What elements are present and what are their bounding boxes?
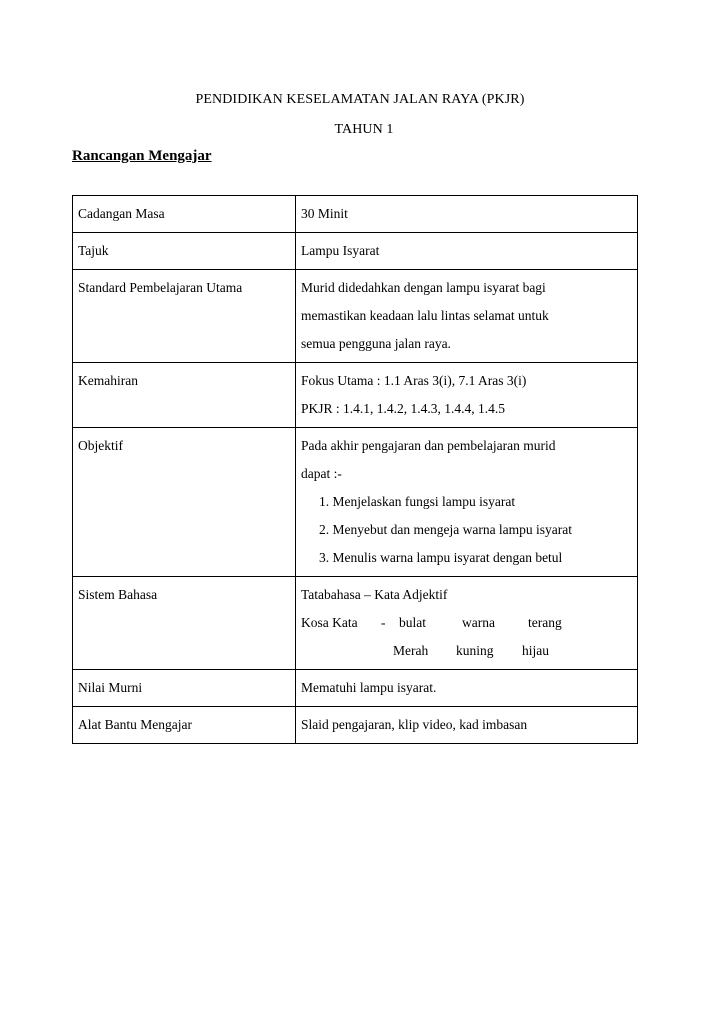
vocabulary-line	[301, 637, 632, 665]
table-row	[73, 363, 638, 428]
table-row	[73, 270, 638, 363]
value-line: memastikan keadaan lalu lintas selamat untuk	[301, 308, 549, 323]
table-row	[73, 670, 638, 707]
value-line: Pada akhir pengajaran dan pembelajaran murid	[301, 438, 556, 453]
row-value	[296, 363, 638, 428]
vocabulary-dash: -	[381, 615, 386, 630]
row-label: Kemahiran	[73, 363, 296, 428]
row-value: Mematuhi lampu isyarat.	[296, 670, 638, 707]
row-label: Cadangan Masa	[73, 196, 296, 233]
section-heading: Rancangan Mengajar	[72, 148, 212, 164]
table-row	[73, 577, 638, 670]
row-label: Alat Bantu Mengajar	[73, 707, 296, 744]
row-value	[296, 270, 638, 363]
objective-item: 3. Menulis warna lampu isyarat dengan betul	[319, 550, 563, 565]
value-line: dapat :-	[301, 466, 342, 481]
value-line: Fokus Utama : 1.1 Aras 3(i), 7.1 Aras 3(i)	[301, 373, 527, 388]
vocabulary-word: hijau	[522, 643, 549, 658]
row-value	[296, 428, 638, 577]
vocabulary-word: kuning	[456, 643, 494, 658]
value-line: Tatabahasa – Kata Adjektif	[301, 587, 448, 602]
row-label: Standard Pembelajaran Utama	[73, 270, 296, 363]
vocabulary-word: Merah	[393, 643, 429, 658]
vocabulary-label: Kosa Kata	[301, 615, 358, 630]
vocabulary-line	[301, 609, 632, 637]
row-label: Objektif	[73, 428, 296, 577]
objective-item: 1. Menjelaskan fungsi lampu isyarat	[319, 494, 516, 509]
document-subtitle: TAHUN 1	[334, 122, 394, 137]
table-row	[73, 707, 638, 744]
row-label: Tajuk	[73, 233, 296, 270]
vocabulary-word: bulat	[399, 615, 426, 630]
vocabulary-word: terang	[528, 615, 562, 630]
row-label: Nilai Murni	[73, 670, 296, 707]
objective-item: 2. Menyebut dan mengeja warna lampu isyarat	[319, 522, 573, 537]
row-value: Lampu Isyarat	[296, 233, 638, 270]
table-row	[73, 428, 638, 577]
document-title: PENDIDIKAN KESELAMATAN JALAN RAYA (PKJR)	[195, 92, 525, 107]
table-row	[73, 196, 638, 233]
lesson-plan-table	[72, 195, 638, 744]
row-value: 30 Minit	[296, 196, 638, 233]
value-line: Murid didedahkan dengan lampu isyarat bagi	[301, 280, 546, 295]
row-label: Sistem Bahasa	[73, 577, 296, 670]
value-line: PKJR : 1.4.1, 1.4.2, 1.4.3, 1.4.4, 1.4.5	[301, 401, 506, 416]
row-value: Slaid pengajaran, klip video, kad imbasan	[296, 707, 638, 744]
row-value	[296, 577, 638, 670]
table-row	[73, 233, 638, 270]
vocabulary-word: warna	[462, 615, 495, 630]
value-line: semua pengguna jalan raya.	[301, 336, 451, 351]
